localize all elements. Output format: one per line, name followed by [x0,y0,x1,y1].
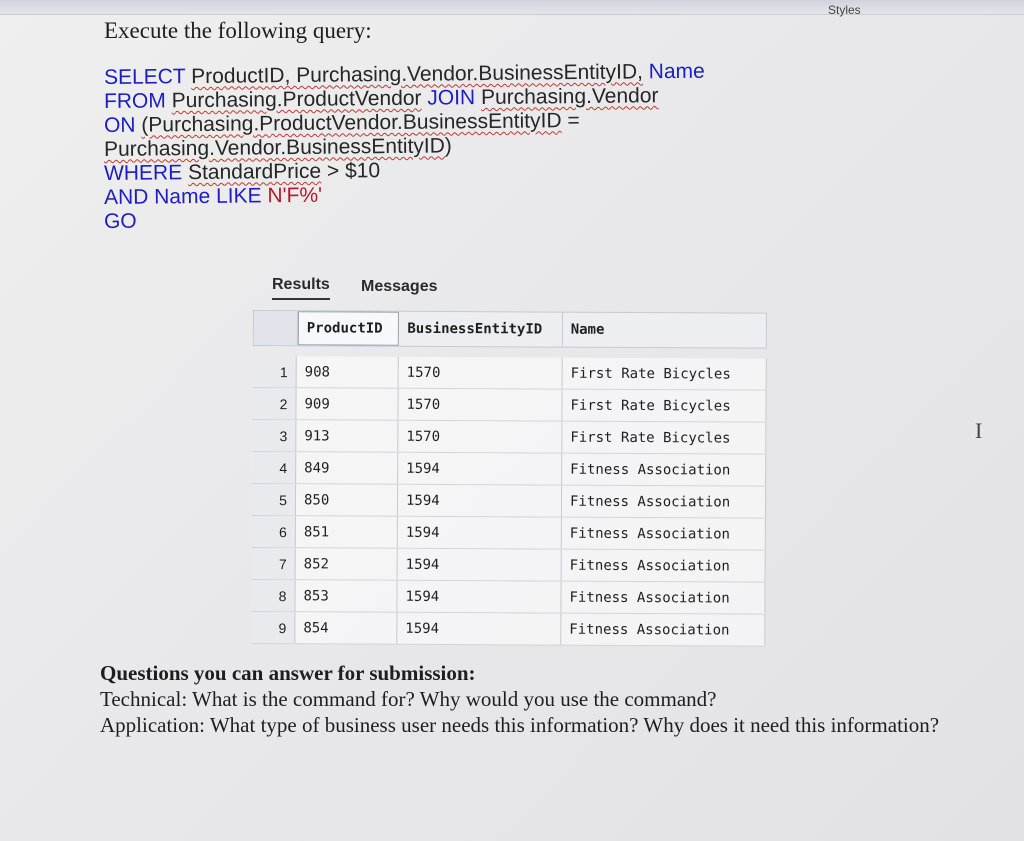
sql-and-like-clause: AND Name LIKE [103,184,262,209]
row-number: 1 [253,356,297,387]
table-row[interactable] [252,420,766,455]
row-number: 3 [252,420,296,451]
table-row[interactable] [252,484,766,519]
sql-table-productvendor: Purchasing.ProductVendor [171,86,422,113]
sql-column-standardprice: StandardPrice [187,159,322,185]
cell-name[interactable]: Fitness Association [562,486,766,518]
cell-productid[interactable]: 851 [296,516,398,548]
sql-line-7 [104,204,705,234]
submission-questions [100,660,960,738]
results-grid [251,310,767,647]
tab-results[interactable]: Results [272,276,330,300]
table-row[interactable] [252,548,766,583]
question-application: Application: What type of business user needs this information? Why does it need this information? [100,713,940,737]
sql-select-columns: ProductID, Purchasing.Vendor.BusinessEntityID, [191,60,644,89]
cell-productid[interactable]: 854 [295,612,397,644]
cell-name[interactable]: Fitness Association [562,454,766,486]
sql-keyword-on: ON [103,113,136,137]
table-row[interactable] [252,516,766,551]
sql-table-vendor: Purchasing.Vendor [480,84,659,110]
row-number: 8 [251,580,295,611]
cell-productid[interactable]: 849 [296,452,398,484]
cell-productid[interactable]: 852 [296,548,398,580]
row-number: 4 [252,452,296,483]
cell-productid[interactable]: 850 [296,484,398,516]
cell-productid[interactable]: 853 [295,580,397,612]
cell-businessentityid[interactable]: 1594 [398,517,562,549]
sql-keyword-go: GO [103,209,137,233]
row-number: 2 [252,388,296,419]
sql-where-comparison: > $10 [326,159,381,183]
tab-messages[interactable]: Messages [361,278,438,295]
cell-businessentityid[interactable]: 1570 [399,357,563,389]
sql-keyword-join: JOIN [427,86,476,110]
styles-label[interactable]: Styles [828,3,861,17]
row-number: 5 [252,484,296,515]
column-header-name[interactable]: Name [570,321,605,338]
question-technical: Technical: What is the command for? Why would you use the command? [100,687,717,711]
cell-businessentityid[interactable]: 1570 [398,421,562,453]
row-number: 9 [251,612,295,643]
sql-keyword-select: SELECT [103,65,186,89]
table-row[interactable] [251,580,765,615]
cell-name[interactable]: Fitness Association [561,614,765,646]
cell-businessentityid[interactable]: 1594 [398,549,562,581]
sql-join-condition-right: Purchasing.Vendor.BusinessEntityID [103,134,445,161]
cell-name[interactable]: Fitness Association [562,518,766,550]
results-grid-header [253,310,767,349]
sql-join-condition-left: (Purchasing.ProductVendor.BusinessEntityID [141,109,562,137]
cell-name[interactable]: First Rate Bicycles [562,422,766,454]
cell-businessentityid[interactable]: 1594 [398,453,562,485]
cell-productid[interactable]: 913 [296,420,398,452]
cell-name[interactable]: First Rate Bicycles [563,358,767,390]
cell-name[interactable]: First Rate Bicycles [562,390,766,422]
cell-businessentityid[interactable]: 1594 [398,485,562,517]
row-number: 6 [252,516,296,547]
window-top-bar [0,0,1024,15]
sql-close-paren: ) [444,134,452,158]
column-header-businessentityid[interactable]: BusinessEntityID [399,312,563,347]
sql-keyword-from: FROM [103,89,166,113]
row-number-header [254,311,298,345]
text-cursor-icon: I [975,418,983,443]
sql-equals-operator: = [567,109,580,133]
cell-name[interactable]: Fitness Association [561,582,765,614]
cell-name[interactable]: Fitness Association [562,550,766,582]
cell-productid[interactable]: 909 [296,388,398,420]
table-row[interactable] [251,612,765,647]
questions-heading: Questions you can answer for submission: [100,661,476,685]
cell-businessentityid[interactable]: 1594 [397,581,561,613]
row-number: 7 [252,548,296,579]
sql-keyword-where: WHERE [103,161,183,185]
cell-businessentityid[interactable]: 1570 [398,389,562,421]
table-row[interactable] [253,356,767,391]
sql-column-name: Name [648,59,705,84]
query-heading: Execute the following query: [104,18,372,43]
table-row[interactable] [252,388,766,423]
table-row[interactable] [252,452,766,487]
sql-like-pattern: N'F%' [267,183,323,208]
column-header-productid[interactable]: ProductID [298,311,400,346]
sql-query-block [103,59,705,234]
cell-businessentityid[interactable]: 1594 [397,613,561,645]
cell-productid[interactable]: 908 [297,356,399,388]
